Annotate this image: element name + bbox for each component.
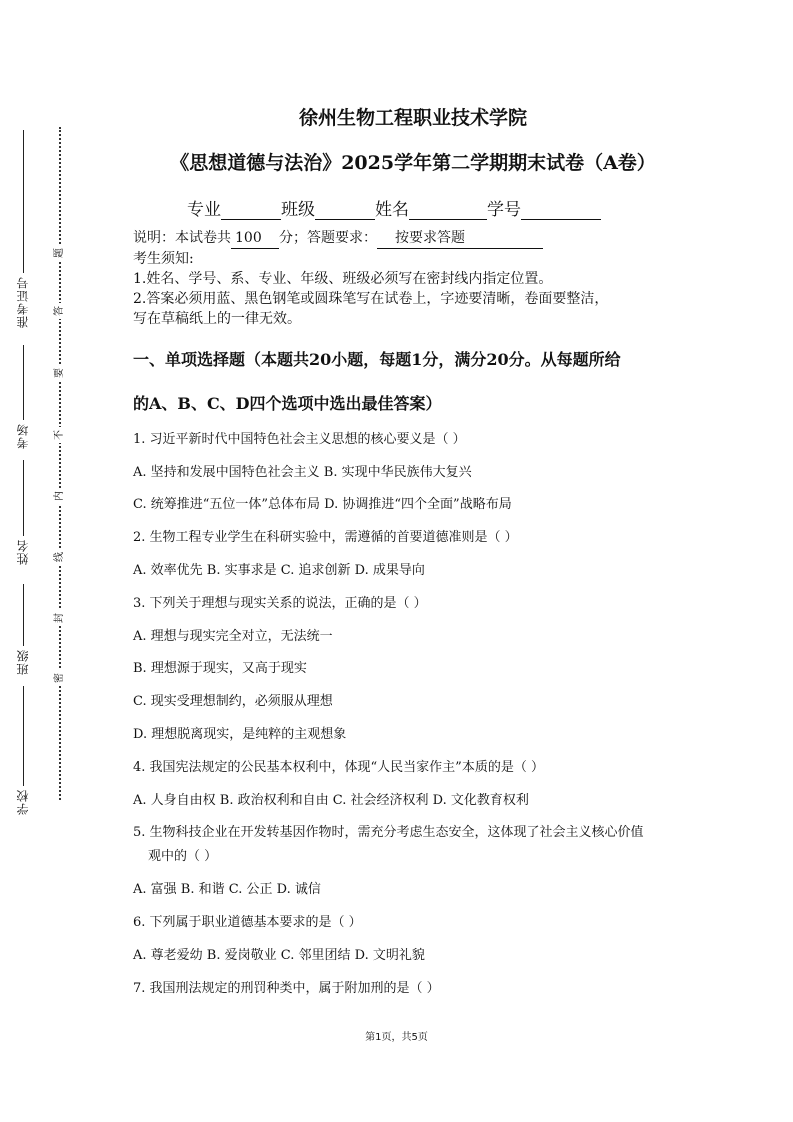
student-id-blank[interactable] (521, 201, 601, 220)
question-1-options-1: A. 坚持和发展中国特色社会主义 B. 实现中华民族伟大复兴 (133, 464, 472, 480)
notes-heading: 考生须知: (133, 251, 194, 267)
seal-char: 不 (54, 427, 66, 443)
question-3-option-b: B. 理想源于现实，又高于现实 (133, 661, 307, 677)
school-name: 徐州生物工程职业技术学院 (298, 107, 527, 129)
question-3-option-c: C. 现实受理想制约，必须服从理想 (133, 694, 333, 710)
question-1-stem: 1. 习近平新时代中国特色社会主义思想的核心要义是（ ） (133, 431, 466, 447)
class-label: 班级 (16, 649, 30, 675)
question-4-options: A. 人身自由权 B. 政治权利和自由 C. 社会经济权利 D. 文化教育权利 (133, 792, 529, 808)
seal-char: 题 (54, 245, 66, 261)
exam-title: 《思想道德与法治》2025学年第二学期期末试卷（A卷） (170, 152, 656, 174)
exam-number-label: 准考证号 (16, 276, 30, 328)
exam-room-line (23, 345, 24, 420)
notes-prefix: 说明：本试卷共 (133, 230, 231, 246)
major-label: 专业 (187, 200, 221, 220)
exam-content (133, 100, 693, 998)
question-3-option-d: D. 理想脱离现实，是纯粹的主观想象 (133, 726, 347, 742)
class-line (23, 584, 24, 646)
answer-requirement: 按要求答题 (377, 228, 543, 249)
major-blank[interactable] (221, 201, 281, 220)
notes-item-2a: 2.答案必须用蓝、黑色钢笔或圆珠笔写在试卷上，字迹要清晰，卷面要整洁， (133, 291, 609, 307)
exam-number-line (23, 130, 24, 273)
seal-char: 内 (54, 488, 66, 504)
seal-char: 密 (54, 670, 66, 686)
school-label: 学校 (16, 789, 30, 815)
question-5-stem-cont: 观中的（ ） (148, 849, 218, 865)
name-label: 姓名 (375, 200, 409, 220)
student-name-field (8, 460, 38, 565)
notes-item-2b: 写在草稿纸上的一律无效。 (133, 311, 301, 327)
name-blank[interactable] (409, 201, 487, 220)
section-1-heading (133, 348, 693, 416)
class-field (8, 584, 38, 675)
question-4-stem: 4. 我国宪法规定的公民基本权利中，体现“人民当家作主”本质的是（ ） (133, 759, 544, 775)
question-3-option-a: A. 理想与现实完全对立，无法统一 (133, 628, 333, 644)
exam-number-field (8, 130, 38, 328)
question-6-options: A. 尊老爱幼 B. 爱岗敬业 C. 邻里团结 D. 文明礼貌 (133, 947, 425, 963)
question-2-stem: 2. 生物工程专业学生在科研实验中，需遵循的首要道德准则是（ ） (133, 530, 518, 546)
seal-char: 答 (54, 303, 66, 319)
exam-room-label: 考场 (16, 423, 30, 449)
question-5-stem: 5. 生物科技企业在开发转基因作物时，需充分考虑生态安全，这体现了社会主义核心价值 (133, 825, 644, 841)
exam-notes (133, 228, 693, 329)
student-name-label: 姓名 (16, 539, 30, 565)
seal-line (55, 127, 65, 800)
seal-char: 封 (54, 610, 66, 626)
section-1-line-1: 一、单项选择题（本题共20小题，每题1分，满分20分。从每题所给 (133, 350, 621, 369)
student-name-line (23, 460, 24, 536)
class-blank[interactable] (315, 201, 375, 220)
school-field (8, 686, 38, 815)
exam-room-field (8, 345, 38, 449)
seal-char: 线 (54, 549, 66, 565)
student-id-label: 学号 (487, 200, 521, 220)
question-7-stem: 7. 我国刑法规定的刑罚种类中，属于附加刑的是（ ） (133, 980, 440, 996)
question-3-stem: 3. 下列关于理想与现实关系的说法，正确的是（ ） (133, 595, 427, 611)
question-2-options: A. 效率优先 B. 实事求是 C. 追求创新 D. 成果导向 (133, 562, 425, 578)
notes-score-suffix: 分；答题要求： (279, 230, 377, 246)
school-line (23, 686, 24, 786)
question-1-options-2: C. 统筹推进“五位一体”总体布局 D. 协调推进“四个全面”战略布局 (133, 497, 512, 513)
class-label: 班级 (281, 200, 315, 220)
seal-dotted-line (59, 127, 61, 800)
notes-item-1: 1.姓名、学号、系、专业、年级、班级必须写在密封线内指定位置。 (133, 271, 553, 287)
notes-score-line (133, 228, 693, 249)
section-1-line-2: 的A、B、C、D四个选项中选出最佳答案） (133, 394, 442, 413)
student-info-row (187, 195, 693, 220)
total-score: 100 (231, 228, 279, 249)
page-number: 第1页，共5页 (365, 1032, 428, 1043)
binding-margin (0, 0, 80, 1122)
question-6-stem: 6. 下列属于职业道德基本要求的是（ ） (133, 914, 362, 930)
seal-char: 要 (54, 365, 66, 381)
question-5-options: A. 富强 B. 和谐 C. 公正 D. 诚信 (133, 882, 321, 898)
question-list (133, 431, 693, 998)
